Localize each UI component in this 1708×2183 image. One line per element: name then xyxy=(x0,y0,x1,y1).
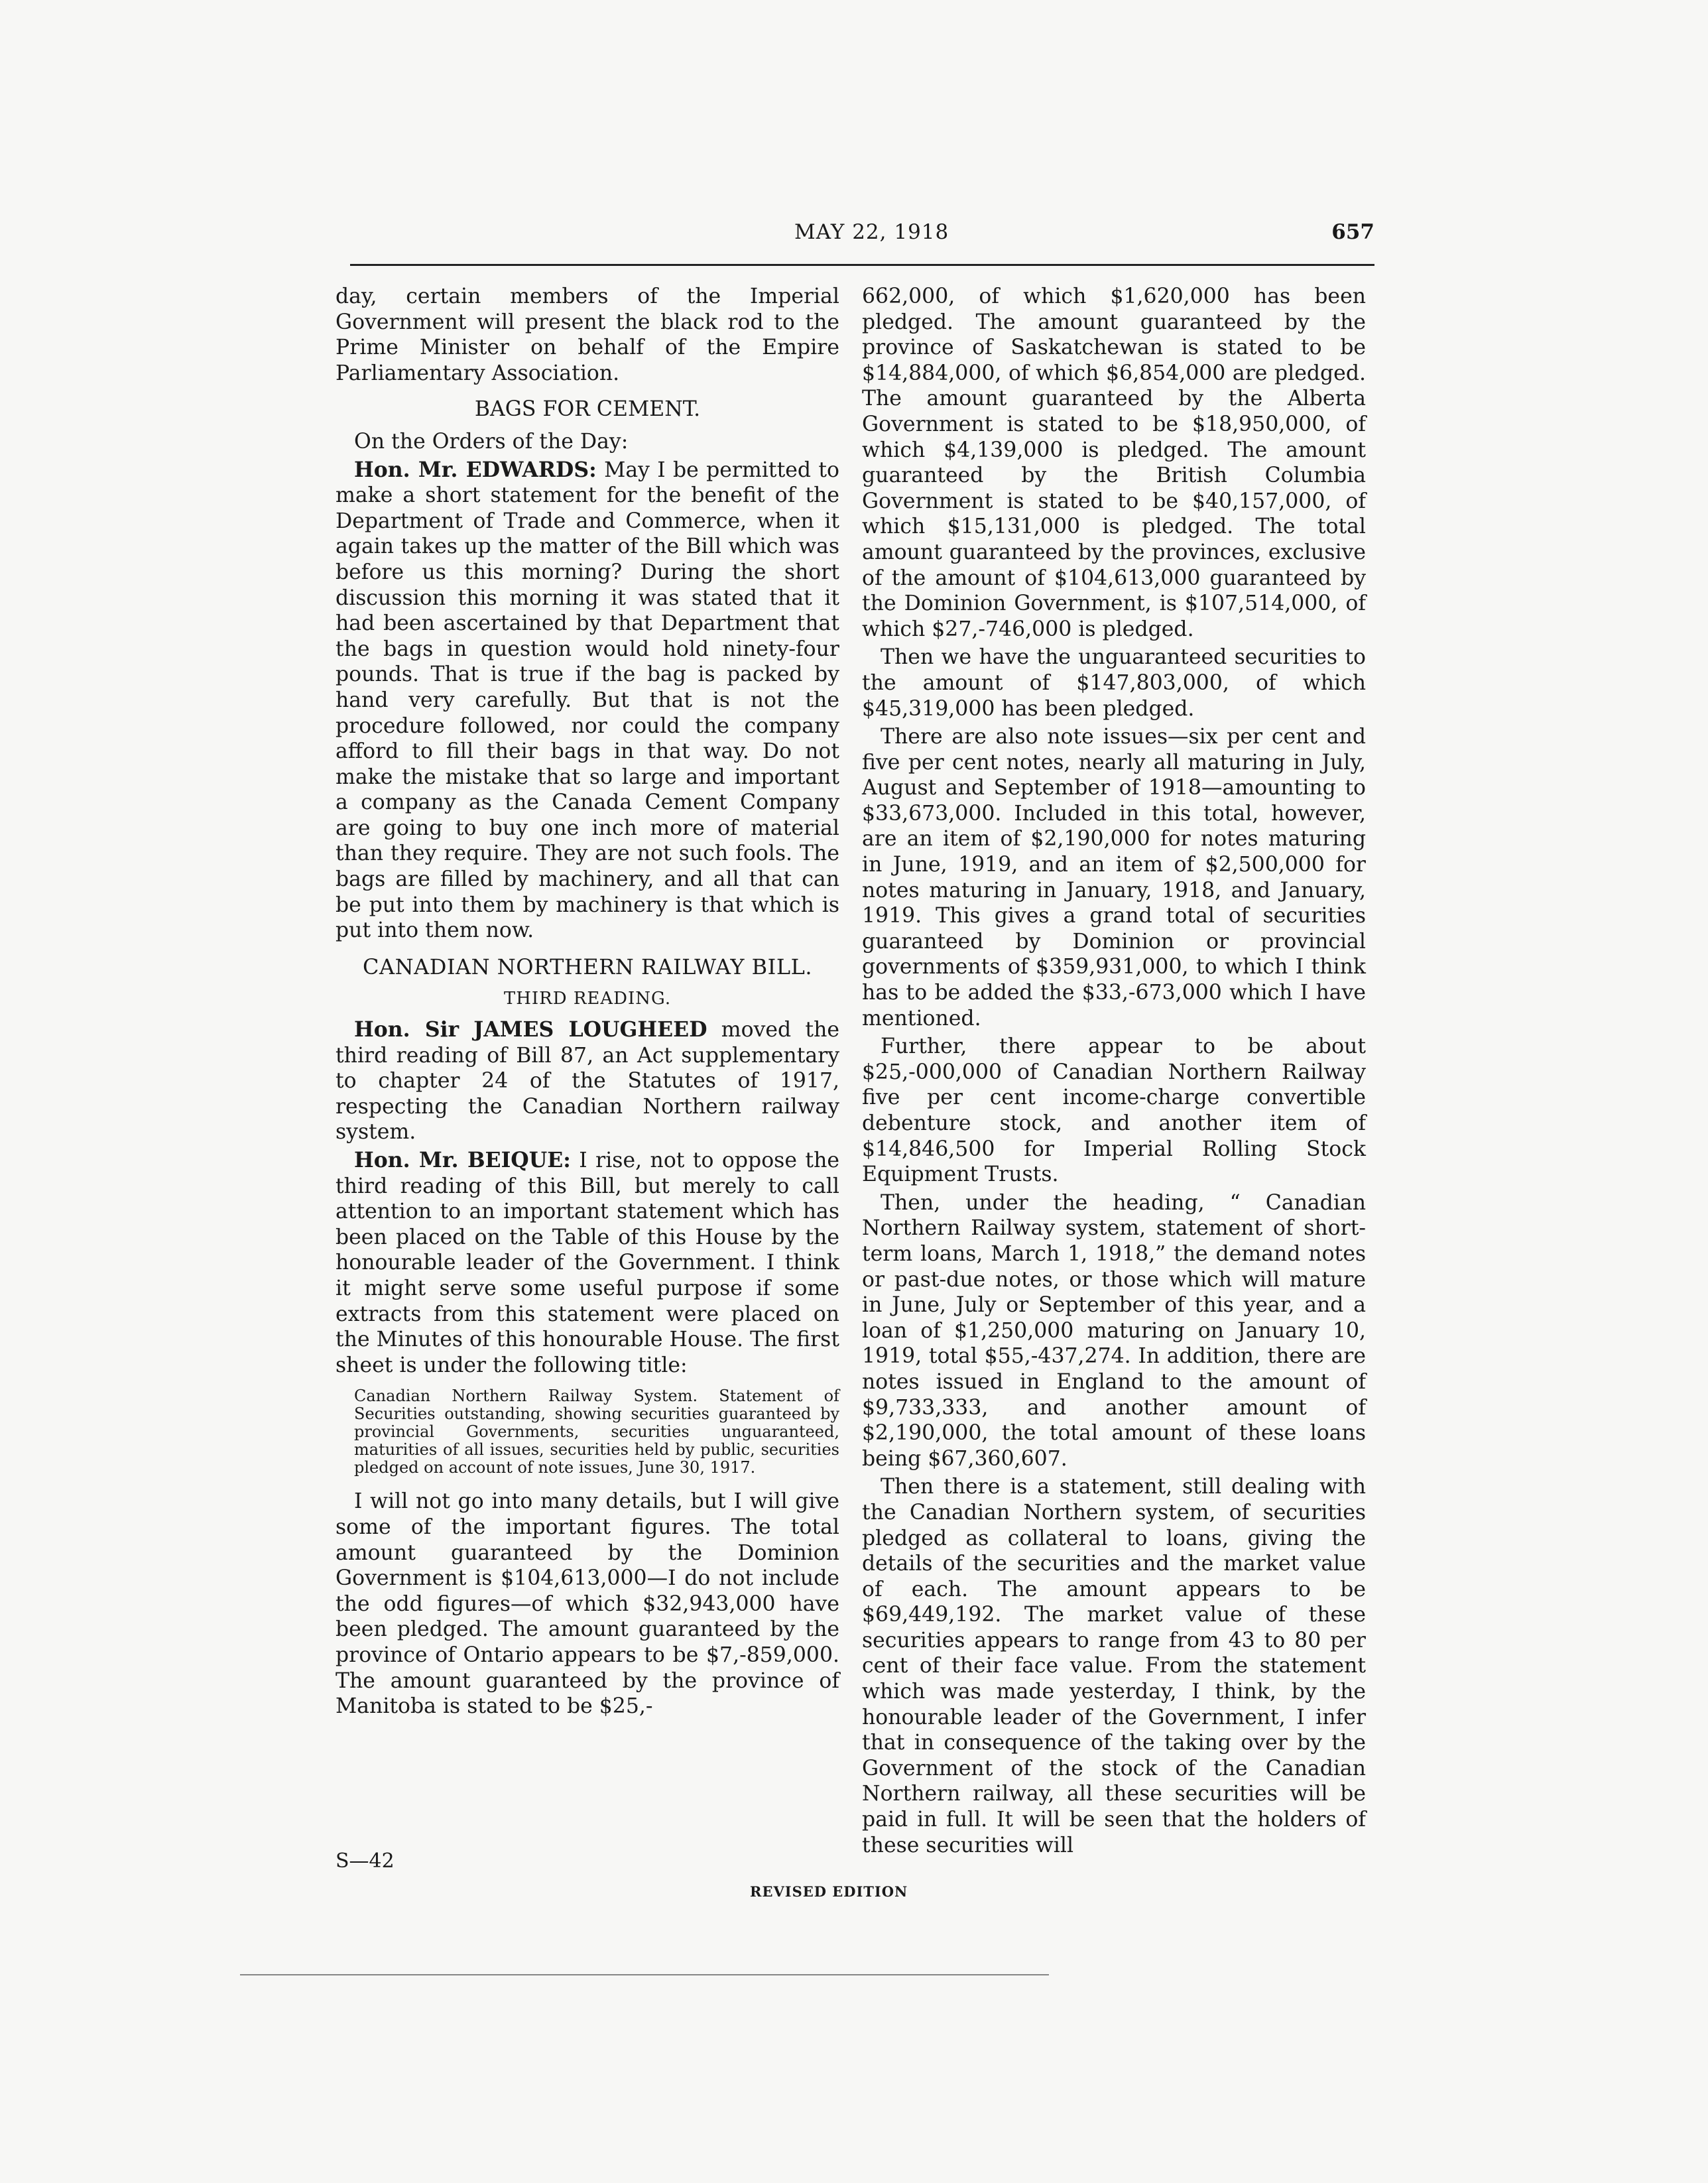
section-heading-bags: BAGS FOR CEMENT. xyxy=(474,397,701,422)
subheading-third-reading: THIRD READING. xyxy=(503,989,672,1009)
left-column xyxy=(336,284,839,1719)
right-column xyxy=(862,284,1366,1858)
statement-title-quote: Canadian Northern Railway System. Statement of Securities outstanding, showing securities guaranteed by provincial Governments, securities unguaranteed, maturities of all issues, securities held by public, securities pledged on account of note issues, June 30, 1917. xyxy=(354,1387,839,1477)
short-term-loans-paragraph: Then, under the heading, “ Canadian Northern Railway system, statement of short-term loans, March 1, 1918,” the demand notes or past-due notes, or those which will mature in June, July or September of this year, and a loan of $1,250,000 maturing on January 10, 1919, total $55,-437,274. In addition, there are notes issued in England to the amount of $9,733,333, and another amount of $2,190,000, the total amount of these loans being $67,360,607. xyxy=(862,1190,1366,1471)
bottom-rule xyxy=(240,1974,1049,1975)
edwards-text: May I be permitted to make a short statement for the benefit of the Department of Trade and Commerce, when it again takes up the matter of the Bill which was before us this morning? During the short discussion this morning it was stated that it had been ascertained by that Department that the bags in question would hold ninety-four pounds. That is true if the bag is packed by hand very carefully. But that is not the procedure followed, nor could the company afford to fill their bags in that way. Do not make the mistake that so large and important a company as the Canada Cement Company are going to buy one inch more of material than they require. They are not such fools. The bags are filled by machinery, and all that can be put into them by machinery is that which is put into them now. xyxy=(336,458,839,943)
revised-edition-label: REVISED EDITION xyxy=(750,1883,908,1900)
speaker-lougheed: Hon. Sir JAMES LOUGHEED xyxy=(354,1017,707,1042)
figures-paragraph: I will not go into many details, but I will give some of the important figures. The total amount guaranteed by the Dominion Government is $104,613,000—I do not include the odd figures—of which $32,943,000 have been pledged. The amount guaranteed by the province of Ontario appears to be $7,-859,000. The amount guaranteed by the province of Manitoba is stated to be $25,- xyxy=(336,1489,839,1719)
beique-paragraph xyxy=(336,1148,839,1378)
note-issues-paragraph: There are also note issues—six per cent and five per cent notes, nearly all maturing in July, August and September of 1918—amounting to $33,673,000. Included in this total, however, are an item of $2,190,000 for notes maturing in June, 1919, and an item of $2,500,000 for notes maturing in January, 1918, and January, 1919. This gives a grand total of securities guaranteed by Dominion or provincial governments of $359,931,000, to which I think has to be added the $33,-673,000 which I have mentioned. xyxy=(862,725,1366,1030)
header-rule xyxy=(350,264,1374,266)
unguaranteed-paragraph: Then we have the unguaranteed securities to the amount of $147,803,000, of which $45,319,000 has been pledged. xyxy=(862,645,1366,721)
page-header xyxy=(350,220,1374,252)
collateral-paragraph: Then there is a statement, still dealing with the Canadian Northern system, of securities pledged as collateral to loans, giving the details of the securities and the market value of each. The amount appears to be $69,449,192. The market value of these securities appears to range from 43 to 80 per cent of their face value. From the statement which was made yesterday, I think, by the honourable leader of the Government, I infer that in consequence of the taking over by the Government of the stock of the Canadian Northern railway, all these securities will be paid in full. It will be seen that the holders of these securities will xyxy=(862,1475,1366,1857)
lougheed-paragraph xyxy=(336,1017,839,1145)
signature-folio: S—42 xyxy=(336,1849,395,1873)
speaker-beique: Hon. Mr. BEIQUE: xyxy=(354,1148,571,1172)
beique-text: I rise, not to oppose the third reading of this Bill, but merely to call attention to an important statement which has been placed on the Table of this House by the honourable leader of the Government. I think it might serve some useful purpose if some extracts from this statement were placed on the Minutes of this honourable House. The first sheet is under the following title: xyxy=(336,1149,840,1377)
intro-paragraph: day, certain members of the Imperial Government will present the black rod to the Prime Minister on behalf of the Empire Parliamentary Association. xyxy=(336,284,839,385)
page-number: 657 xyxy=(1331,220,1374,244)
section-heading-railway-bill: CANADIAN NORTHERN RAILWAY BILL. xyxy=(363,954,812,979)
edwards-paragraph xyxy=(336,458,839,944)
provinces-paragraph: 662,000, of which $1,620,000 has been pledged. The amount guaranteed by the province of Saskatchewan is stated to be $14,884,000, of which $6,854,000 are pledged. The amount guaranteed by the Alberta Government is stated to be $18,950,000, of which $4,139,000 is pledged. The amount guaranteed by the British Columbia Government is stated to be $40,157,000, of which $15,131,000 is pledged. The total amount guaranteed by the provinces, exclusive of the amount of $104,613,000 guaranteed by the Dominion Government, is $107,514,000, of which $27,-746,000 is pledged. xyxy=(862,284,1366,641)
page-date: MAY 22, 1918 xyxy=(794,220,949,244)
debenture-paragraph: Further, there appear to be about $25,-000,000 of Canadian Northern Railway five per cent income-charge convertible debenture stock, and another item of $14,846,500 for Imperial Rolling Stock Equipment Trusts. xyxy=(862,1034,1366,1187)
lougheed-text: moved the third reading of Bill 87, an Act supplementary to chapter 24 of the Statutes of 1917, respecting the Canadian Northern railway system. xyxy=(336,1018,839,1145)
speaker-edwards: Hon. Mr. EDWARDS: xyxy=(354,457,597,482)
orders-of-the-day: On the Orders of the Day: xyxy=(354,429,629,454)
